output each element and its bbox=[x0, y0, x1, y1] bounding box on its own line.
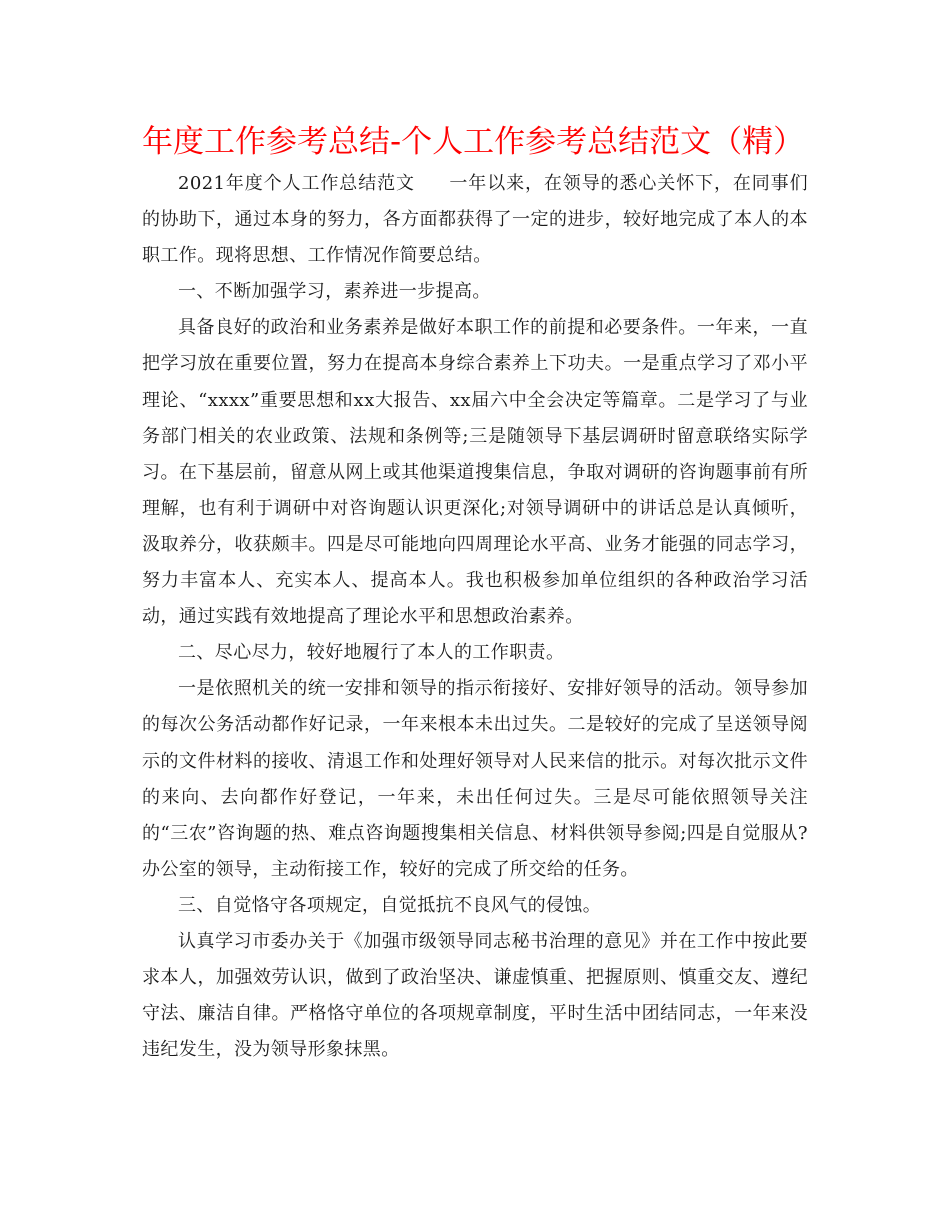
intro-text: 一年以来，在领导的悉心关怀下，在同事们的协助下，通过本身的努力，各方面都获得了一定的进步，较好地完成了本人的本职工作。现将思想、工作情况作简要总结。 bbox=[142, 173, 808, 267]
section-heading-3: 三、自觉恪守各项规定，自觉抵抗不良风气的侵蚀。 bbox=[178, 894, 602, 916]
section-heading-1: 一、不断加强学习，素养进一步提高。 bbox=[178, 281, 491, 303]
body-paragraph-3: 认真学习市委办关于《加强市级领导同志秘书治理的意见》并在工作中按此要求本人，加强效劳认识，做到了政治坚决、谦虚慎重、把握原则、慎重交友、遵纪守法、廉洁自律。严格恪守单位的各项规章制度，平时生活中团结同志，一年来没违纪发生，没为领导形象抹黑。 bbox=[142, 930, 808, 1061]
body-paragraph-1: 具备良好的政治和业务素养是做好本职工作的前提和必要条件。一年来，一直把学习放在重要位置，努力在提高本身综合素养上下功夫。一是重点学习了邓小平理论、“xxxx”重要思想和xx大报告、xx届六中全会决定等篇章。二是学习了与业务部门相关的农业政策、法规和条例等;三是随领导下基层调研时留意联络实际学习。在下基层前，留意从网上或其他渠道搜集信息，争取对调研的咨询题事前有所理解，也有利于调研中对咨询题认识更深化;对领导调研中的讲话总是认真倾听，汲取养分，收获颇丰。四是尽可能地向四周理论水平高、业务才能强的同志学习，努力丰富本人、充实本人、提高本人。我也积极参加单位组织的各种政治学习活动，通过实践有效地提高了理论水平和思想政治素养。 bbox=[142, 317, 808, 628]
document-title: 年度工作参考总结-个人工作参考总结范文（精） bbox=[142, 124, 805, 160]
section-heading-2: 二、尽心尽力，较好地履行了本人的工作职责。 bbox=[178, 642, 565, 664]
body-paragraph-2: 一是依照机关的统一安排和领导的指示衔接好、安排好领导的活动。领导参加的每次公务活动都作好记录，一年来根本未出过失。二是较好的完成了呈送领导阅示的文件材料的接收、清退工作和处理好领导对人民来信的批示。对每次批示文件的来向、去向都作好登记，一年来，未出任何过失。三是尽可能依照领导关注的“三农”咨询题的热、难点咨询题搜集相关信息、材料供领导参阅;四是自觉服从?办公室的领导，主动衔接工作，较好的完成了所交给的任务。 bbox=[142, 678, 808, 880]
intro-paragraph bbox=[142, 166, 808, 274]
document-body bbox=[142, 166, 808, 1068]
intro-heading: 2021年度个人工作总结范文 bbox=[178, 173, 415, 194]
